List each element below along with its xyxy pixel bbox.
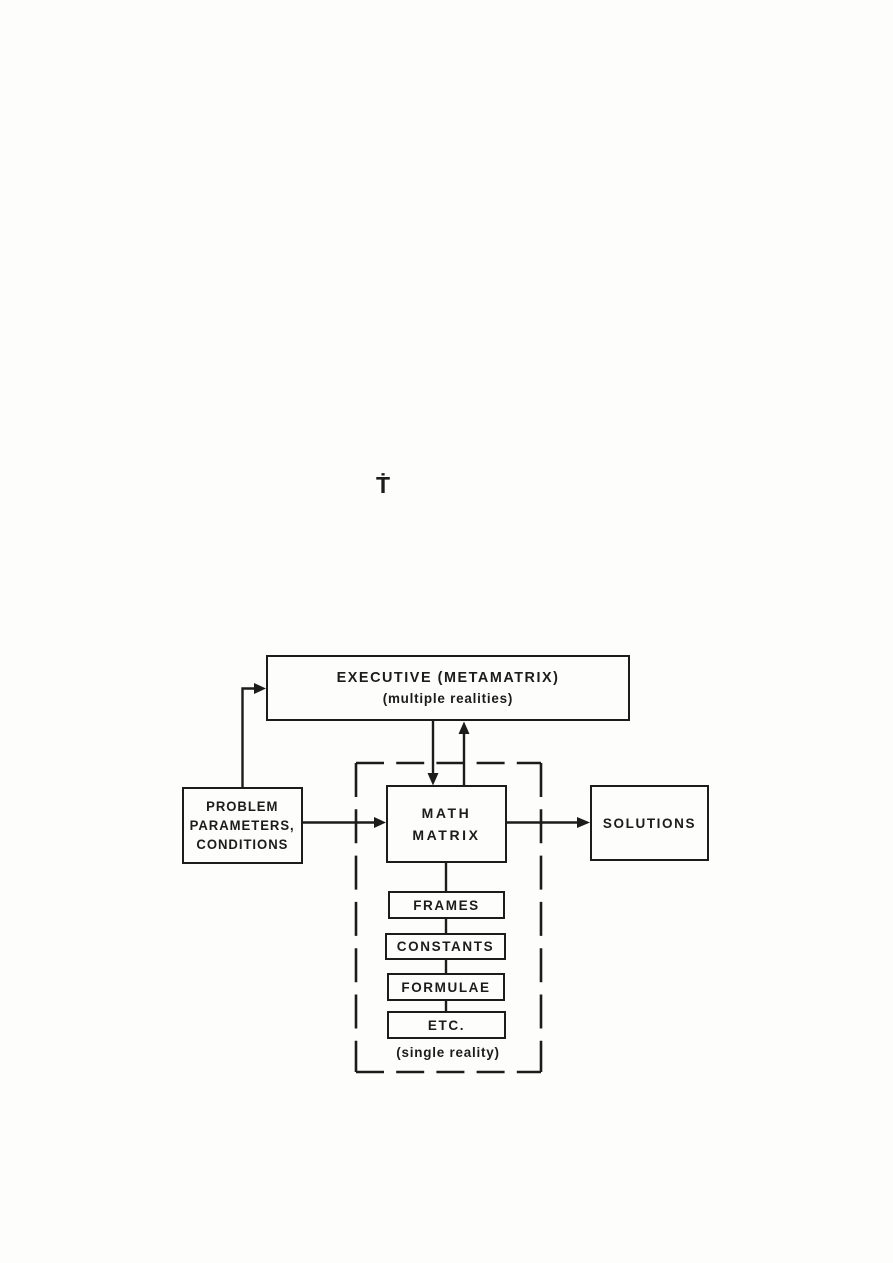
executive-subtitle: (multiple realities) (382, 690, 514, 706)
math-matrix-line-2: MATRIX (412, 827, 481, 843)
problem-line-3: CONDITIONS (196, 837, 289, 852)
frames-box (388, 891, 505, 919)
math-matrix-line-1: MATH (421, 805, 472, 821)
arrowhead-into-math-left (374, 817, 386, 828)
etc-label: ETC. (427, 1017, 466, 1033)
arrowhead-into-math-top (428, 773, 439, 786)
frames-label: FRAMES (413, 897, 480, 913)
problem-line-1: PROBLEM (206, 799, 279, 814)
arrowhead-into-solutions (577, 817, 590, 828)
formulae-label: FORMULAE (401, 979, 491, 995)
executive-title: EXECUTIVE (METAMATRIX) (336, 669, 560, 686)
etc-box (387, 1011, 506, 1039)
problem-line-2: PARAMETERS, (189, 818, 296, 833)
formulae-box (387, 973, 505, 1001)
math-matrix-box (386, 785, 507, 863)
executive-metamatrix-box (266, 655, 630, 721)
footnote-dagger-mark: Ṫ (375, 472, 391, 498)
constants-label: CONSTANTS (396, 939, 495, 954)
solutions-box (590, 785, 709, 861)
single-reality-label: (single reality) (396, 1044, 500, 1060)
connector-problem-to-executive (243, 689, 257, 788)
arrowhead-into-executive-left (254, 683, 266, 694)
constants-box (385, 933, 506, 960)
arrowhead-into-executive-bottom (459, 722, 470, 735)
problem-parameters-box (182, 787, 303, 864)
solutions-label: SOLUTIONS (602, 815, 697, 831)
